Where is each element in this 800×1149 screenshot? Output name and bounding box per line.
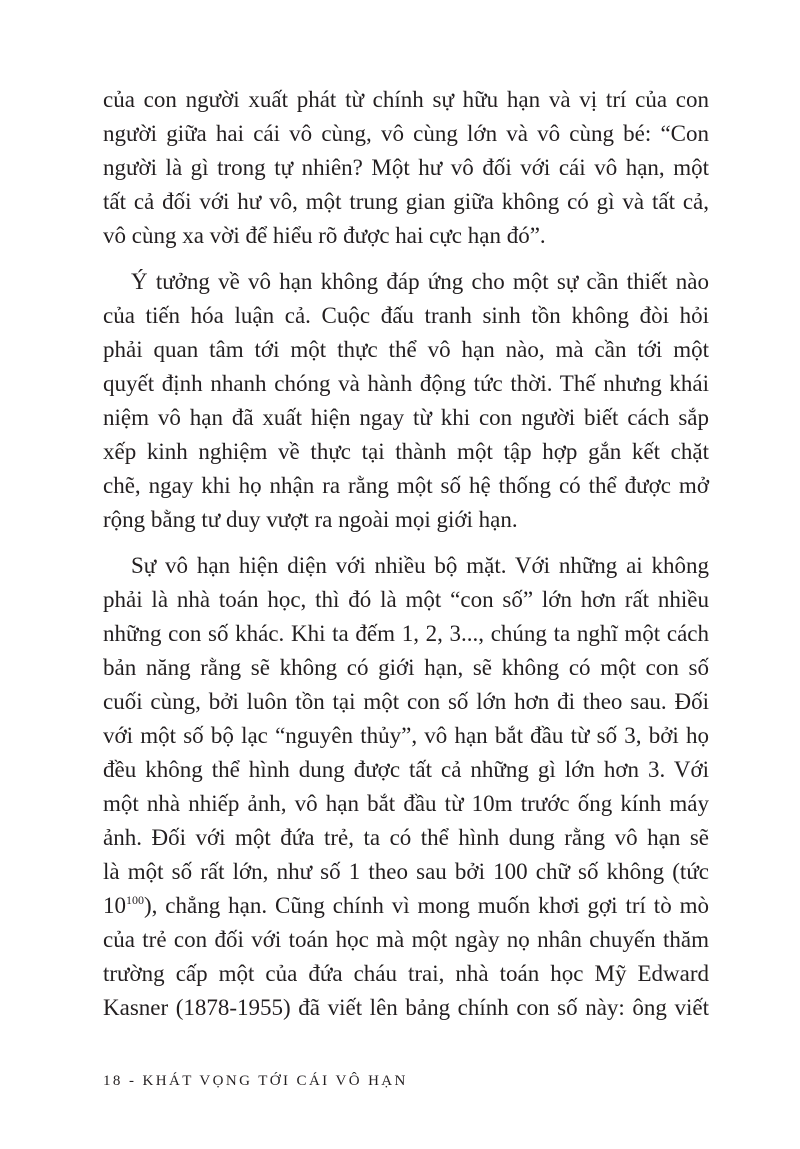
text-line: người là gì trong tự nhiên? Một hư vô đối với cái vô hạn, một xyxy=(103,155,709,180)
text-line: phải quan tâm tới một thực thể vô hạn nào, mà cần tới một xyxy=(103,337,709,362)
text-line: trường cấp một của đứa cháu trai, nhà toán học Mỹ Edward xyxy=(103,961,709,986)
text-line: xếp kinh nghiệm về thực tại thành một tập hợp gắn kết chặt xyxy=(103,439,709,464)
text-line: của tiến hóa luận cả. Cuộc đấu tranh sinh tồn không đòi hỏi xyxy=(103,303,709,328)
power-exponent: 100 xyxy=(126,893,144,907)
paragraph xyxy=(103,83,709,253)
body-text xyxy=(103,83,709,1025)
footer-separator: - xyxy=(128,1073,137,1089)
text-line: quyết định nhanh chóng và hành động tức thời. Thế nhưng khái xyxy=(103,371,709,396)
text-line: của trẻ con đối với toán học mà một ngày nọ nhân chuyến thăm xyxy=(103,927,709,952)
text-line: một nhà nhiếp ảnh, vô hạn bắt đầu từ 10m trước ống kính máy xyxy=(103,791,709,816)
paragraph xyxy=(103,265,709,537)
page-number: 18 xyxy=(103,1073,123,1089)
text-line: Sự vô hạn hiện diện với nhiều bộ mặt. Với những ai không xyxy=(131,553,709,578)
text-line: của con người xuất phát từ chính sự hữu hạn và vị trí của con xyxy=(103,87,709,112)
paragraph xyxy=(103,549,709,1025)
text-line: tất cả đối với hư vô, một trung gian giữa không có gì và tất cả, xyxy=(103,189,709,214)
text-line: bản năng rằng sẽ không có giới hạn, sẽ không có một con số xyxy=(103,655,709,680)
text-line: những con số khác. Khi ta đếm 1, 2, 3..., chúng ta nghĩ một cách xyxy=(103,621,709,646)
text-line: niệm vô hạn đã xuất hiện ngay từ khi con người biết cách sắp xyxy=(103,405,709,430)
text-line: cuối cùng, bởi luôn tồn tại một con số lớn hơn đi theo sau. Đối xyxy=(103,689,709,714)
text-line: với một số bộ lạc “nguyên thủy”, vô hạn bắt đầu từ số 3, bởi họ xyxy=(103,723,709,748)
text-line: phải là nhà toán học, thì đó là một “con số” lớn hơn rất nhiều xyxy=(103,587,709,612)
text-line: người giữa hai cái vô cùng, vô cùng lớn và vô cùng bé: “Con xyxy=(103,121,709,146)
power-line-rest: ), chẳng hạn. Cũng chính vì mong muốn khơi gợi trí tò mò xyxy=(144,893,709,918)
text-line: là một số rất lớn, như số 1 theo sau bởi 100 chữ số không (tức xyxy=(103,859,709,884)
text-line: rộng bằng tư duy vượt ra ngoài mọi giới hạn. xyxy=(103,507,518,532)
running-title: KHÁT VỌNG TỚI CÁI VÔ HẠN xyxy=(142,1073,408,1089)
text-line: Kasner (1878-1955) đã viết lên bảng chính con số này: ông viết xyxy=(103,995,709,1020)
page-footer xyxy=(103,1073,408,1090)
text-line: Ý tưởng về vô hạn không đáp ứng cho một sự cần thiết nào xyxy=(131,269,709,294)
text-line: chẽ, ngay khi họ nhận ra rằng một số hệ thống có thể được mở xyxy=(103,473,709,498)
text-line: ảnh. Đối với một đứa trẻ, ta có thể hình dung rằng vô hạn sẽ xyxy=(103,825,709,850)
text-line: đều không thể hình dung được tất cả những gì lớn hơn 3. Với xyxy=(103,757,709,782)
power-base: 10 xyxy=(103,893,126,918)
text-line: vô cùng xa vời để hiểu rõ được hai cực hạn đó”. xyxy=(103,223,546,248)
text-line-with-power xyxy=(103,889,709,923)
